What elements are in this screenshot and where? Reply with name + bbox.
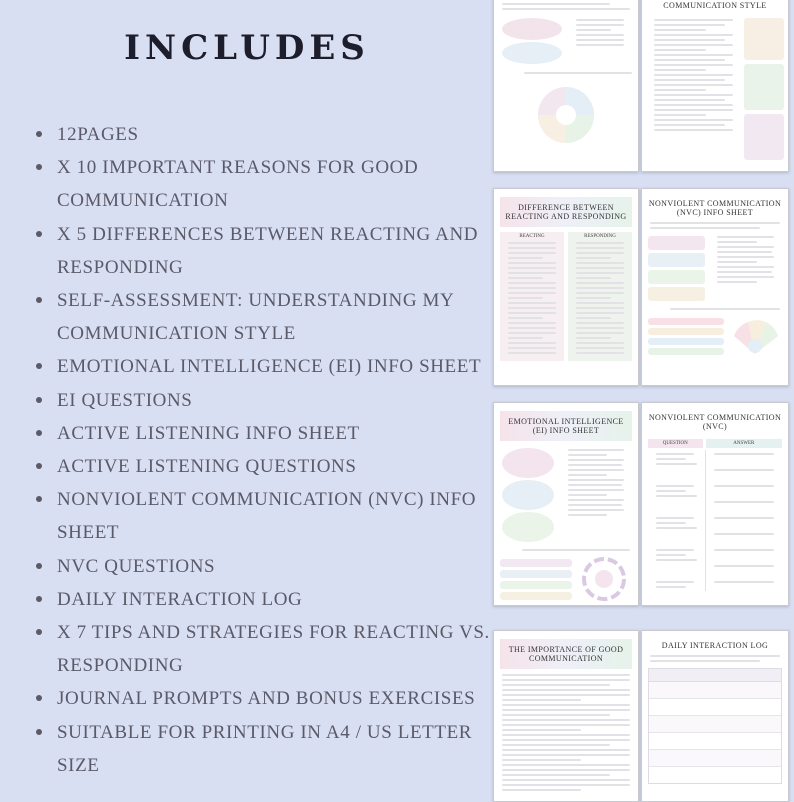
column-header-responding: RESPONDING xyxy=(584,234,616,239)
includes-heading: INCLUDES xyxy=(124,28,370,68)
feature-item: JOURNAL PROMPTS AND BONUS EXERCISES xyxy=(36,682,492,715)
feature-item: NONVIOLENT COMMUNICATION (NVC) INFO SHEET xyxy=(36,483,492,549)
column-header-reacting: REACTING xyxy=(519,234,545,239)
feature-item: X 10 IMPORTANT REASONS FOR GOOD COMMUNICATION xyxy=(36,151,492,217)
feature-list xyxy=(36,118,492,782)
preview-page-reacting-responding xyxy=(493,188,639,386)
page-title: DIFFERENCE BETWEEN REACTING AND RESPONDING xyxy=(500,197,632,227)
nvc-steps-icon xyxy=(728,314,782,358)
preview-page-nvc-info xyxy=(641,188,789,386)
page-title: DAILY INTERACTION LOG xyxy=(661,641,769,650)
preview-page-daily-log xyxy=(641,630,789,802)
ei-cycle-icon xyxy=(576,555,632,603)
page-title: EMOTIONAL INTELLIGENCE (EI) INFO SHEET xyxy=(500,411,632,441)
page-title: THE IMPORTANCE OF GOOD COMMUNICATION xyxy=(500,639,632,669)
feature-item: X 7 TIPS AND STRATEGIES FOR REACTING VS. RESPONDING xyxy=(36,616,492,682)
preview-page-importance xyxy=(493,630,639,802)
page-title: NONVIOLENT COMMUNICATION (NVC) xyxy=(648,413,782,431)
feature-item: ACTIVE LISTENING INFO SHEET xyxy=(36,417,492,450)
column-header-answer: ANSWER xyxy=(706,439,782,448)
feature-item: DAILY INTERACTION LOG xyxy=(36,583,492,616)
preview-page-ei-info xyxy=(493,402,639,606)
feature-item: ACTIVE LISTENING QUESTIONS xyxy=(36,450,492,483)
column-header-question: QUESTION xyxy=(648,439,703,448)
feature-item: 12PAGES xyxy=(36,118,492,151)
feature-item: SELF-ASSESSMENT: UNDERSTANDING MY COMMUNICATION STYLE xyxy=(36,284,492,350)
preview-page-communication-style xyxy=(641,0,789,172)
feature-item: NVC QUESTIONS xyxy=(36,550,492,583)
feature-item: X 5 DIFFERENCES BETWEEN REACTING AND RESPONDING xyxy=(36,218,492,284)
preview-page-active-listening xyxy=(493,0,639,172)
listening-cycle-icon xyxy=(531,80,601,150)
feature-item: EMOTIONAL INTELLIGENCE (EI) INFO SHEET xyxy=(36,350,492,383)
feature-item: SUITABLE FOR PRINTING IN A4 / US LETTER SIZE xyxy=(36,716,492,782)
preview-page-nvc-questions xyxy=(641,402,789,606)
page-title: NONVIOLENT COMMUNICATION (NVC) INFO SHEET xyxy=(648,199,782,217)
page-title: COMMUNICATION STYLE xyxy=(663,1,767,10)
feature-item: EI QUESTIONS xyxy=(36,384,492,417)
